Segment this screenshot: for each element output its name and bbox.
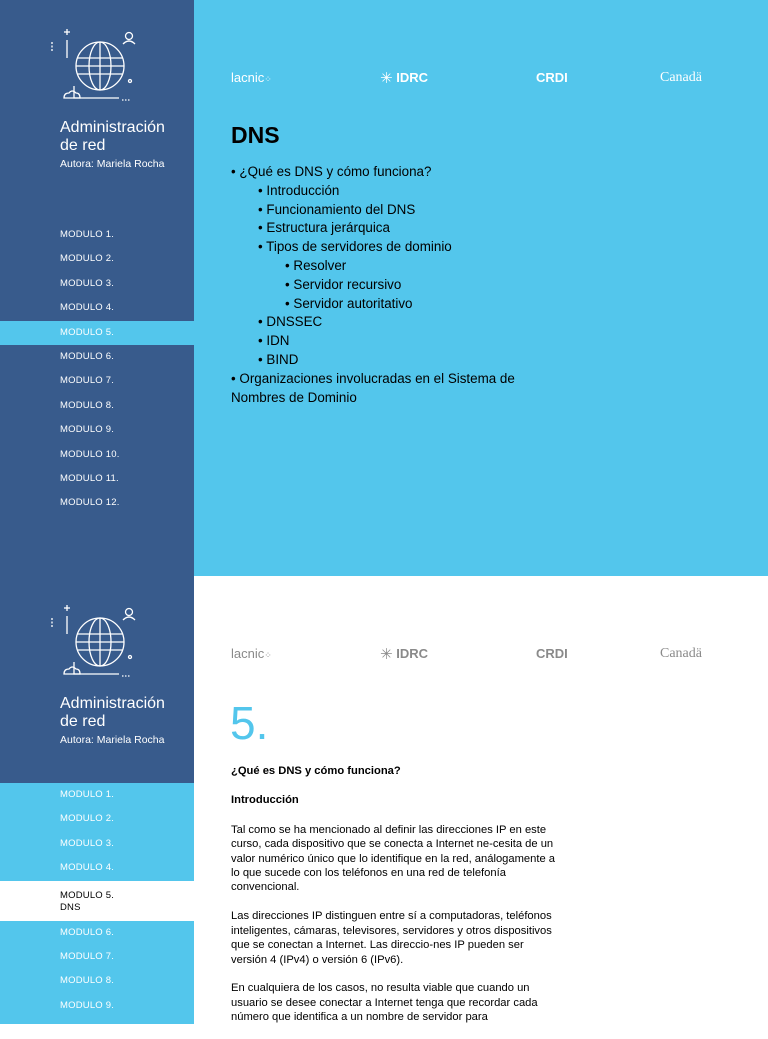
course-title: Administración de red <box>60 695 165 730</box>
sidebar <box>0 576 194 1024</box>
toc-item: • ¿Qué es DNS y cómo funciona? <box>231 164 432 179</box>
network-globe-icon <box>50 604 140 682</box>
paragraph: Tal como se ha mencionado al definir las direcciones IP en este curso, cada dispositivo que se conecta a Internet ne-cesita de un valor numérico único que lo identifique en la red, análogamente a lo que sucede con los teléfonos en una red de telefonía convencional. <box>231 823 556 894</box>
toc-item: • IDN <box>258 333 290 349</box>
toc-item: • Estructura jerárquica <box>258 220 390 236</box>
canada-logo: Canadä <box>660 70 702 85</box>
module-item[interactable]: MODULO 12. <box>60 497 120 509</box>
sidebar <box>0 0 194 576</box>
crdi-logo: CRDI <box>536 646 568 661</box>
module-item[interactable]: MODULO 11. <box>60 472 119 484</box>
canada-logo: Canadä <box>660 646 702 661</box>
module-item[interactable]: MODULO 9. <box>60 999 115 1011</box>
module-item[interactable]: MODULO 2. <box>60 813 115 825</box>
module-item[interactable]: MODULO 8. <box>60 975 115 987</box>
module-item[interactable]: MODULO 6. <box>60 926 115 938</box>
toc-item: • Servidor autoritativo <box>285 295 413 311</box>
module-number: 5. <box>230 697 269 749</box>
toc-item: • DNSSEC <box>258 314 323 330</box>
paragraph: Las direcciones IP distinguen entre sí a computadoras, teléfonos inteligentes, cámaras, televisores, servidores y otros dispositivos que se conectan a Internet. Las direccio-nes IP pueden ser versión 4 (IPv4) o versión 6 (IPv6). <box>231 910 552 966</box>
crdi-logo: CRDI <box>536 70 568 85</box>
paragraph: En cualquiera de los casos, no resulta viable que cuando un usuario se desee conectar a Internet tenga que recordar cada número que identifica a un nombre de servidor para <box>231 982 538 1024</box>
toc-item: • BIND <box>258 351 299 367</box>
module-item[interactable]: MODULO 3. <box>60 837 115 849</box>
module-item[interactable]: MODULO 1. <box>60 789 115 800</box>
module-list <box>0 783 194 1018</box>
page-title: DNS <box>231 122 280 148</box>
module-item[interactable]: MODULO 4. <box>60 862 115 874</box>
module-item[interactable]: MODULO 10. <box>60 448 120 460</box>
idrc-logo: ✳ IDRC <box>380 69 428 87</box>
network-globe-icon <box>50 28 140 106</box>
module-item-active[interactable]: MODULO 5. <box>0 321 194 345</box>
module-item[interactable]: MODULO 1. <box>60 229 115 240</box>
section-heading: ¿Qué es DNS y cómo funciona? <box>231 765 401 777</box>
module-item-current[interactable]: MODULO 5. DNS <box>0 881 194 921</box>
idrc-logo: ✳ IDRC <box>380 645 428 663</box>
toc-item: • Resolver <box>285 257 347 273</box>
module-item[interactable]: MODULO 3. <box>60 277 115 289</box>
course-author: Autora: Mariela Rocha <box>60 158 165 170</box>
module-item[interactable]: MODULO 6. <box>60 350 115 362</box>
lacnic-logo: lacnic⁘ <box>231 646 272 661</box>
course-title: Administración de red <box>60 119 165 154</box>
lacnic-logo: lacnic⁘ <box>231 70 272 85</box>
module-item[interactable]: MODULO 7. <box>60 950 115 962</box>
sponsor-logos <box>231 64 709 92</box>
module-content <box>231 764 559 1039</box>
module-item[interactable]: MODULO 7. <box>60 375 115 387</box>
module-item[interactable]: MODULO 2. <box>60 253 115 265</box>
module-list <box>0 223 194 516</box>
toc-item: • Organizaciones involucradas en el Sistema de Nombres de Dominio <box>231 370 515 405</box>
module-item[interactable]: MODULO 9. <box>60 424 115 436</box>
toc-item: • Funcionamiento del DNS <box>258 201 416 217</box>
toc-item: • Servidor recursivo <box>285 276 402 292</box>
toc-item: • Tipos de servidores de dominio <box>258 239 452 255</box>
sponsor-logos <box>231 640 709 668</box>
module-item[interactable]: MODULO 8. <box>60 399 115 411</box>
toc-item: • Introducción <box>258 182 340 198</box>
subsection-heading: Introducción <box>231 794 299 807</box>
module-item[interactable]: MODULO 4. <box>60 302 115 314</box>
course-author: Autora: Mariela Rocha <box>60 734 165 746</box>
table-of-contents <box>231 163 561 407</box>
